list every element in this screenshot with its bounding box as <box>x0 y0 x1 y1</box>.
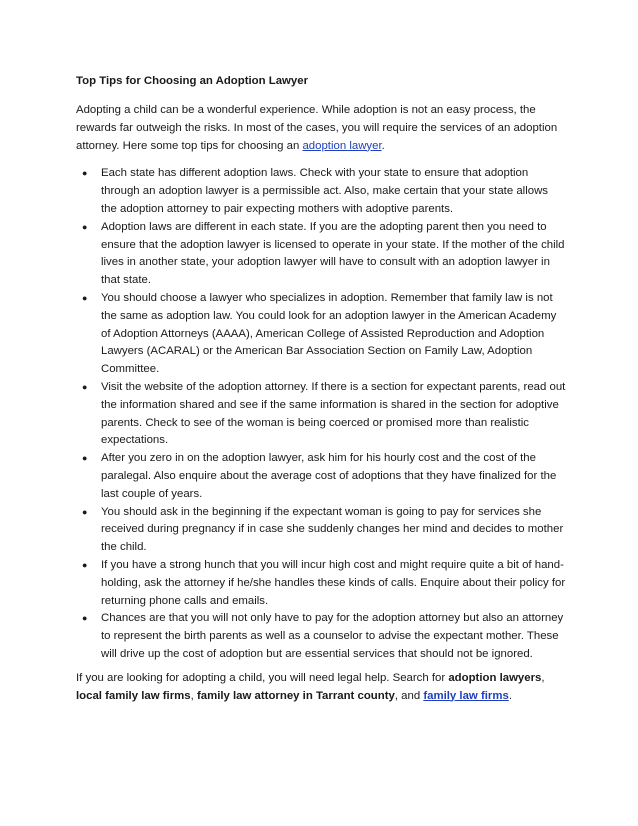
list-item <box>76 165 566 218</box>
tarrant-county-attorney-keyword: family law attorney in Tarrant county <box>196 689 395 702</box>
list-item <box>76 610 566 663</box>
bullet-icon: ● <box>82 506 88 517</box>
bullet-icon: ● <box>82 381 88 392</box>
family-law-firms-link[interactable] <box>423 690 508 702</box>
document-title: Top Tips for Choosing an Adoption Lawyer <box>76 75 309 87</box>
list-item <box>76 450 566 503</box>
local-family-law-firms-keyword: local family law firms <box>76 689 191 702</box>
bullet-icon: ● <box>82 453 88 464</box>
closing-separator: , <box>541 671 545 684</box>
list-item <box>76 290 566 379</box>
bullet-icon: ● <box>82 168 88 179</box>
tips-list <box>76 165 566 663</box>
tip-text: You should ask in the beginning if the expectant woman is going to pay for services she received during pregnancy if in case she suddenly changes her mind and decides to mother the child. <box>101 505 564 554</box>
list-item <box>76 219 566 290</box>
tip-text: Visit the website of the adoption attorney. If there is a section for expectant parents, read out the information shared and see if the same information is shared in the section for adoptive parents. Check to see of the woman is being coerced or promised more than realistic expectations. <box>101 380 566 447</box>
closing-separator: , <box>190 689 197 702</box>
bullet-icon: ● <box>82 559 88 570</box>
tip-text: After you zero in on the adoption lawyer, ask him for his hourly cost and the cost of the paralegal. Also enquire about the average cost of adoptions that they have finalized for the last couple of years. <box>101 452 557 500</box>
family-law-firms-link-label: family law firms <box>423 689 509 702</box>
document-page <box>76 74 566 705</box>
tip-text: You should choose a lawyer who specializes in adoption. Remember that family law is not the same as adoption law. You could look for an adoption lawyer in the American Academy of Adoption Attorneys (AAAA), American College of Assisted Reproduction and Adoption Lawyers (ACARAL) or the American Bar Association Section on Family Law, Adoption Committee. <box>101 291 557 376</box>
bullet-icon: ● <box>82 221 88 232</box>
bullet-icon: ● <box>82 292 88 303</box>
tip-text: Chances are that you will not only have to pay for the adoption attorney but also an attorney to represent the birth parents as well as a counselor to advise the expectant mother. These will drive up the cost of adoption but are essential services that should not be ignored. <box>101 612 564 660</box>
list-item <box>76 379 566 450</box>
tip-text: Adoption laws are different in each state. If you are the adopting parent then you need to ensure that the adoption lawyer is licensed to operate in your state. If the mother of the child lives in another state, your adoption lawyer will have to consult with an adoption lawyer in that state. <box>101 220 565 287</box>
list-item <box>76 504 566 557</box>
adoption-lawyer-link[interactable]: adoption lawyer <box>302 139 382 152</box>
closing-paragraph <box>76 670 566 706</box>
tip-text: If you have a strong hunch that you will incur high cost and might require quite a bit of hand-holding, ask the attorney if he/she handles these kinds of calls. Enquire about their policy for returning phone calls and emails. <box>101 558 566 607</box>
adoption-lawyers-keyword: adoption lawyers <box>448 671 542 684</box>
tip-text: Each state has different adoption laws. Check with your state to ensure that adoption through an adoption lawyer is a permissible act. Also, make certain that your state allows the adoption attorney to pair expecting mothers with adoptive parents. <box>101 167 548 215</box>
list-item <box>76 557 566 610</box>
closing-separator: , and <box>394 689 424 702</box>
intro-paragraph <box>76 102 566 155</box>
closing-prefix: If you are looking for adopting a child, you will need legal help. Search for <box>76 671 449 684</box>
intro-end: . <box>381 139 385 152</box>
bullet-icon: ● <box>82 613 88 624</box>
closing-end: . <box>508 689 512 702</box>
intro-text: Adopting a child can be a wonderful experience. While adoption is not an easy process, the rewards far outweigh the risks. In most of the cases, you will require the services of an adoption attorney. Here some top tips for choosing an <box>76 104 558 152</box>
